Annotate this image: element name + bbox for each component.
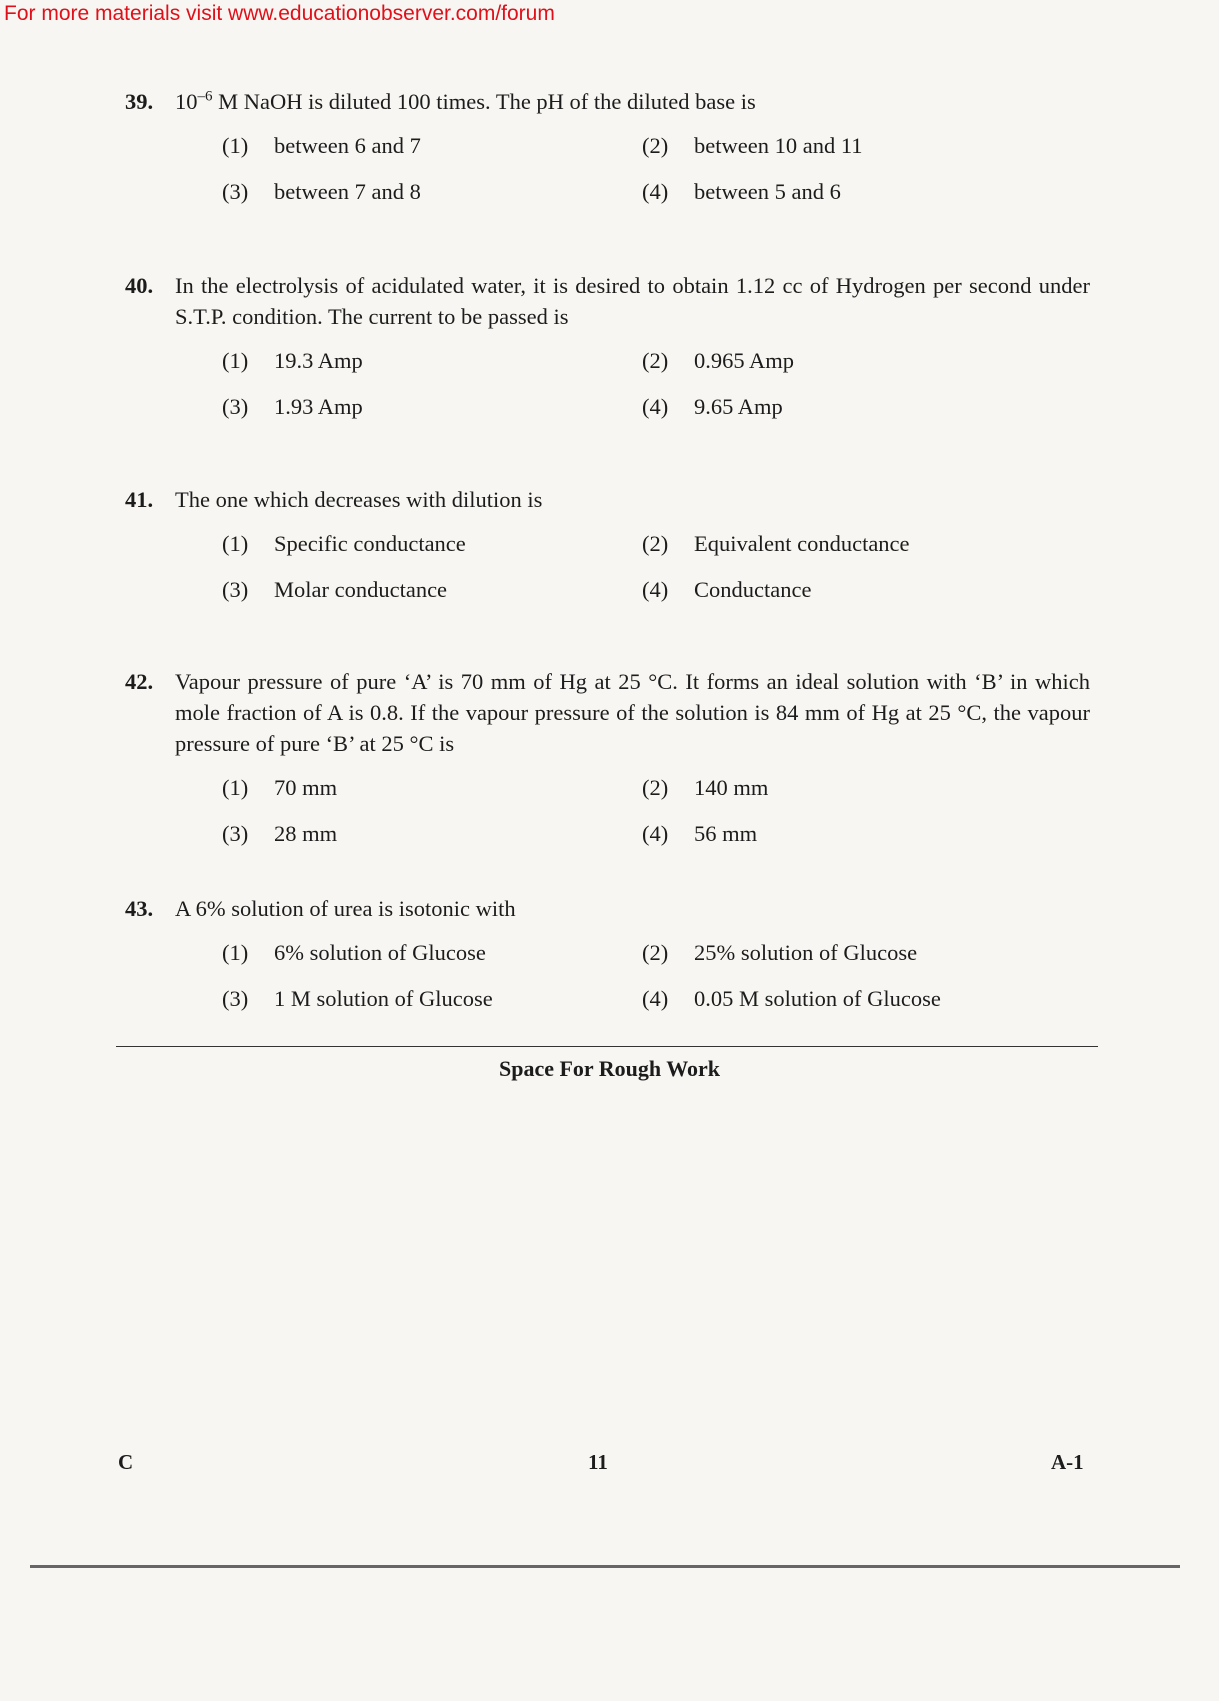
- option-1[interactable]: (1) 19.3 Amp: [222, 348, 363, 373]
- section-divider: [116, 1046, 1098, 1047]
- bottom-edge-line: [30, 1565, 1180, 1568]
- question-number: 42.: [125, 669, 154, 694]
- option-3[interactable]: (3) 1.93 Amp: [222, 394, 363, 419]
- options: [222, 346, 1090, 422]
- footer-series-code: C: [118, 1450, 134, 1474]
- question-number: 40.: [125, 273, 154, 298]
- page-number: 11: [588, 1450, 608, 1474]
- question-number: 39.: [125, 89, 154, 114]
- options: [222, 773, 1090, 849]
- option-2[interactable]: (2) Equivalent conductance: [642, 531, 910, 556]
- option-1[interactable]: (1) Specific conductance: [222, 531, 466, 556]
- question-text: The one which decreases with dilution is: [175, 487, 543, 512]
- option-2[interactable]: (2) 140 mm: [642, 775, 769, 800]
- source-banner: For more materials visit www.educationobserver.com/forum: [4, 2, 555, 25]
- option-4[interactable]: (4) between 5 and 6: [642, 179, 841, 204]
- footer-booklet-code: A-1: [1051, 1450, 1084, 1474]
- question-43: [125, 893, 1090, 1014]
- question-39: [125, 86, 1090, 207]
- option-2[interactable]: (2) 0.965 Amp: [642, 348, 795, 373]
- option-4[interactable]: (4) 9.65 Amp: [642, 394, 783, 419]
- option-3[interactable]: (3) Molar conductance: [222, 577, 448, 602]
- question-text: In the electrolysis of acidulated water, it is desired to obtain 1.12 cc of Hydrogen per second under S.T.P. condition. The current to be passed is: [175, 273, 1090, 329]
- option-1[interactable]: (1) 70 mm: [222, 775, 338, 800]
- question-number: 41.: [125, 487, 154, 512]
- option-2[interactable]: (2) between 10 and 11: [642, 133, 863, 158]
- question-42: [125, 666, 1090, 849]
- question-text: $10^{-6}$ M NaOH is diluted 100 times. The pH of the diluted base is: [175, 88, 756, 114]
- options: [222, 529, 1090, 605]
- option-4[interactable]: (4) 0.05 M solution of Glucose: [642, 986, 941, 1011]
- option-1[interactable]: (1) 6% solution of Glucose: [222, 940, 486, 965]
- option-2[interactable]: (2) 25% solution of Glucose: [642, 940, 918, 965]
- option-3[interactable]: (3) 28 mm: [222, 821, 338, 846]
- option-4[interactable]: (4) Conductance: [642, 577, 812, 602]
- question-41: [125, 484, 1090, 605]
- options: [222, 131, 1090, 207]
- option-3[interactable]: (3) 1 M solution of Glucose: [222, 986, 493, 1011]
- question-number: 43.: [125, 896, 154, 921]
- option-3[interactable]: (3) between 7 and 8: [222, 179, 421, 204]
- option-1[interactable]: (1) between 6 and 7: [222, 133, 421, 158]
- question-40: [125, 270, 1090, 422]
- question-text: Vapour pressure of pure ‘A’ is 70 mm of Hg at 25 °C. It forms an ideal solution with ‘B’ in which mole fraction of A is 0.8. If the vapour pressure of the solution is 84 mm of Hg at 25 °C, the vapour pressure of pure ‘B’ at 25 °C is: [175, 669, 1090, 756]
- option-4[interactable]: (4) 56 mm: [642, 821, 758, 846]
- question-text: A 6% solution of urea is isotonic with: [175, 896, 516, 921]
- rough-work-heading: Space For Rough Work: [498, 1056, 721, 1081]
- options: [222, 938, 1090, 1014]
